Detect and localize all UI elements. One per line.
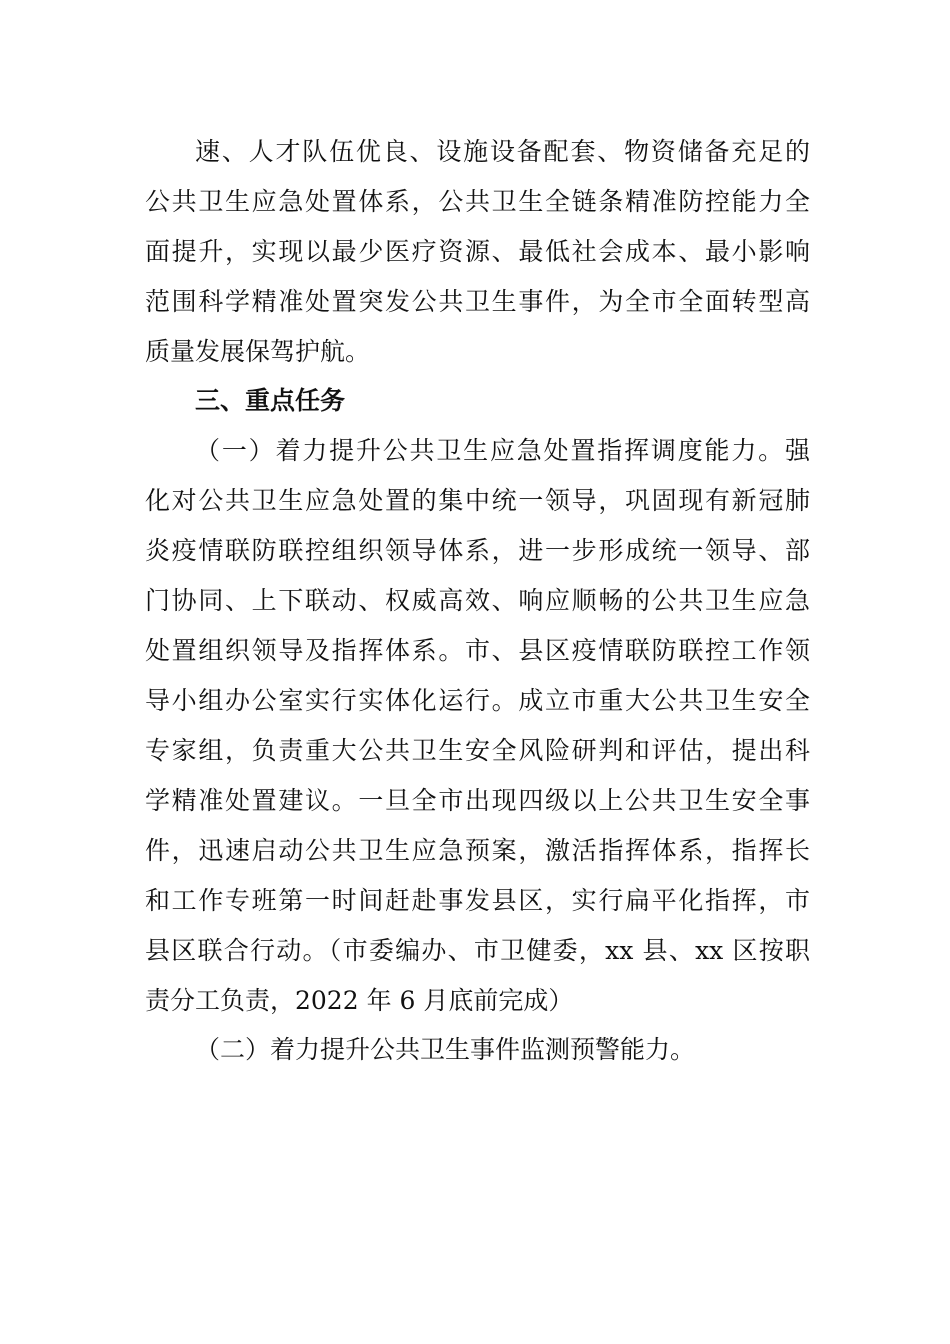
- paragraph-line: 化对公共卫生应急处置的集中统一领导，巩固现有新冠肺: [145, 486, 810, 515]
- paragraph-line: 质量发展保驾护航。: [145, 337, 371, 366]
- paragraph-line: 炎疫情联防联控组织领导体系，进一步形成统一领导、部: [145, 536, 810, 565]
- paragraph-line: 责分工负责，2022 年 6 月底前完成）: [145, 986, 574, 1015]
- paragraph-line: 和工作专班第一时间赶赴事发县区，实行扁平化指挥，市: [145, 886, 810, 915]
- paragraph-line: 速、人才队伍优良、设施设备配套、物资储备充足的: [195, 137, 810, 166]
- paragraph-line: 县区联合行动。（市委编办、市卫健委，xx 县、xx 区按职: [145, 936, 810, 965]
- paragraph-line: 范围科学精准处置突发公共卫生事件，为全市全面转型高: [145, 287, 810, 316]
- paragraph-line: （一）着力提升公共卫生应急处置指挥调度能力。强: [195, 436, 810, 465]
- paragraph-line: 公共卫生应急处置体系，公共卫生全链条精准防控能力全: [145, 187, 810, 216]
- paragraph-line: 导小组办公室实行实体化运行。成立市重大公共卫生安全: [145, 686, 810, 715]
- section-heading: 三、重点任务: [195, 386, 346, 415]
- paragraph-line: 门协同、上下联动、权威高效、响应顺畅的公共卫生应急: [145, 586, 810, 615]
- paragraph-line: 学精准处置建议。一旦全市出现四级以上公共卫生安全事: [145, 786, 810, 815]
- paragraph-line: （二）着力提升公共卫生事件监测预警能力。: [195, 1035, 696, 1064]
- paragraph-line: 面提升，实现以最少医疗资源、最低社会成本、最小影响: [145, 237, 810, 266]
- paragraph-line: 专家组，负责重大公共卫生安全风险研判和评估，提出科: [145, 736, 810, 765]
- paragraph-line: 处置组织领导及指挥体系。市、县区疫情联防联控工作领: [145, 636, 810, 665]
- paragraph-line: 件，迅速启动公共卫生应急预案，激活指挥体系，指挥长: [145, 836, 810, 865]
